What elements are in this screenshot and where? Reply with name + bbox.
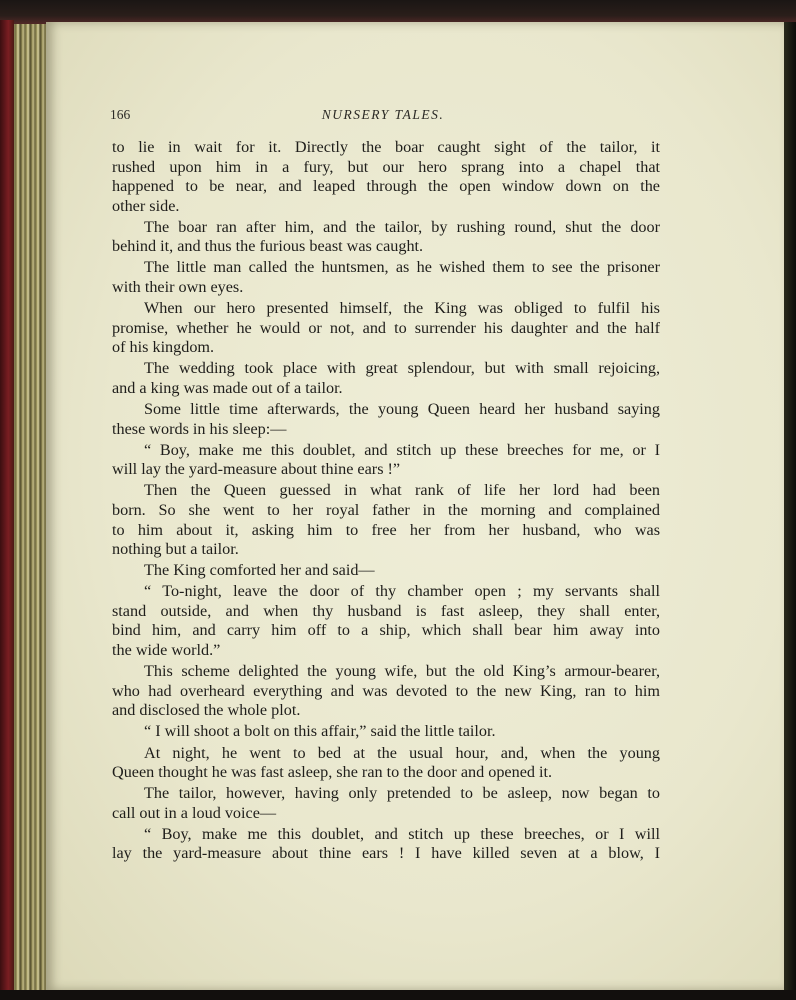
text-line: promise, whether he would or not, and to surrender his daughter and the half — [112, 318, 660, 337]
text-line: behind it, and thus the furious beast was caught. — [112, 237, 424, 256]
text-line: When our hero presented himself, the King was obliged to fulfil his — [144, 299, 660, 318]
text-line: these words in his sleep:— — [112, 419, 287, 438]
text-line: will lay the yard-measure about thine ears !” — [112, 460, 401, 479]
text-line: happened to be near, and leaped through the open window down on the — [112, 177, 660, 196]
body-text — [112, 138, 660, 866]
paragraph — [112, 138, 660, 216]
text-line: born. So she went to her royal father in the morning and complained — [112, 501, 660, 519]
text-line: “ Boy, make me this doublet, and stitch up these breeches for me, or I — [144, 440, 660, 459]
paragraph — [112, 744, 660, 783]
text-line: “ Boy, make me this doublet, and stitch up these breeches, or I will — [144, 824, 660, 843]
text-line: “ To-night, leave the door of thy chamber open ; my servants shall — [144, 582, 660, 601]
text-line: The wedding took place with great splendour, but with small rejoicing, — [144, 359, 660, 378]
paragraph — [112, 561, 660, 581]
text-line: Queen thought he was fast asleep, she ran to the door and opened it. — [112, 763, 553, 782]
book-right-edge — [784, 22, 796, 1000]
text-line: rushed upon him in a fury, but our hero sprang into a chapel that — [112, 157, 660, 176]
paragraph — [112, 784, 660, 823]
text-line: to lie in wait for it. Directly the boar caught sight of the tailor, it — [112, 138, 660, 156]
paragraph — [112, 258, 660, 297]
running-title: NURSERY TALES. — [321, 107, 445, 122]
paragraph — [112, 441, 660, 480]
text-line: stand outside, and when thy husband is fast asleep, they shall enter, — [112, 601, 660, 620]
text-line: other side. — [112, 196, 180, 215]
text-line: The tailor, however, having only pretended to be asleep, now began to — [144, 784, 660, 803]
paragraph — [112, 359, 660, 398]
text-line: The little man called the huntsmen, as he wished them to see the prisoner — [144, 258, 660, 277]
paragraph — [112, 662, 660, 721]
text-line: This scheme delighted the young wife, but the old King’s armour-bearer, — [144, 662, 660, 681]
text-line: with their own eyes. — [112, 278, 244, 297]
text-line: nothing but a tailor. — [112, 540, 239, 559]
paragraph — [112, 722, 660, 742]
text-line: The King comforted her and said— — [144, 561, 375, 580]
paragraph — [112, 400, 660, 439]
text-line: the wide world.” — [112, 641, 221, 660]
text-line: of his kingdom. — [112, 338, 215, 357]
text-line: and disclosed the whole plot. — [112, 701, 301, 720]
text-line: “ I will shoot a bolt on this affair,” said the little tailor. — [144, 722, 496, 741]
page-header — [110, 107, 656, 127]
text-line: lay the yard-measure about thine ears ! I have killed seven at a blow, I — [112, 844, 660, 863]
text-line: bind him, and carry him off to a ship, which shall bear him away into — [112, 621, 660, 640]
paragraph — [112, 582, 660, 660]
text-line: to him about it, asking him to free her from her husband, who was — [112, 520, 660, 539]
text-line: At night, he went to bed at the usual hour, and, when the young — [144, 743, 660, 762]
book-cover-edge — [0, 20, 14, 1000]
text-line: The boar ran after him, and the tailor, by rushing round, shut the door — [144, 217, 660, 236]
paragraph — [112, 825, 660, 864]
book-bottom-edge — [0, 990, 796, 1000]
text-line: Some little time afterwards, the young Queen heard her husband saying — [144, 400, 660, 419]
paragraph — [112, 481, 660, 559]
text-line: and a king was made out of a tailor. — [112, 378, 343, 397]
text-line: who had overheard everything and was devoted to the new King, ran to him — [112, 681, 660, 700]
paragraph — [112, 218, 660, 257]
paragraph — [112, 299, 660, 358]
text-line: call out in a loud voice— — [112, 803, 277, 822]
text-line: Then the Queen guessed in what rank of life her lord had been — [144, 481, 660, 500]
page-number: 166 — [110, 107, 131, 122]
